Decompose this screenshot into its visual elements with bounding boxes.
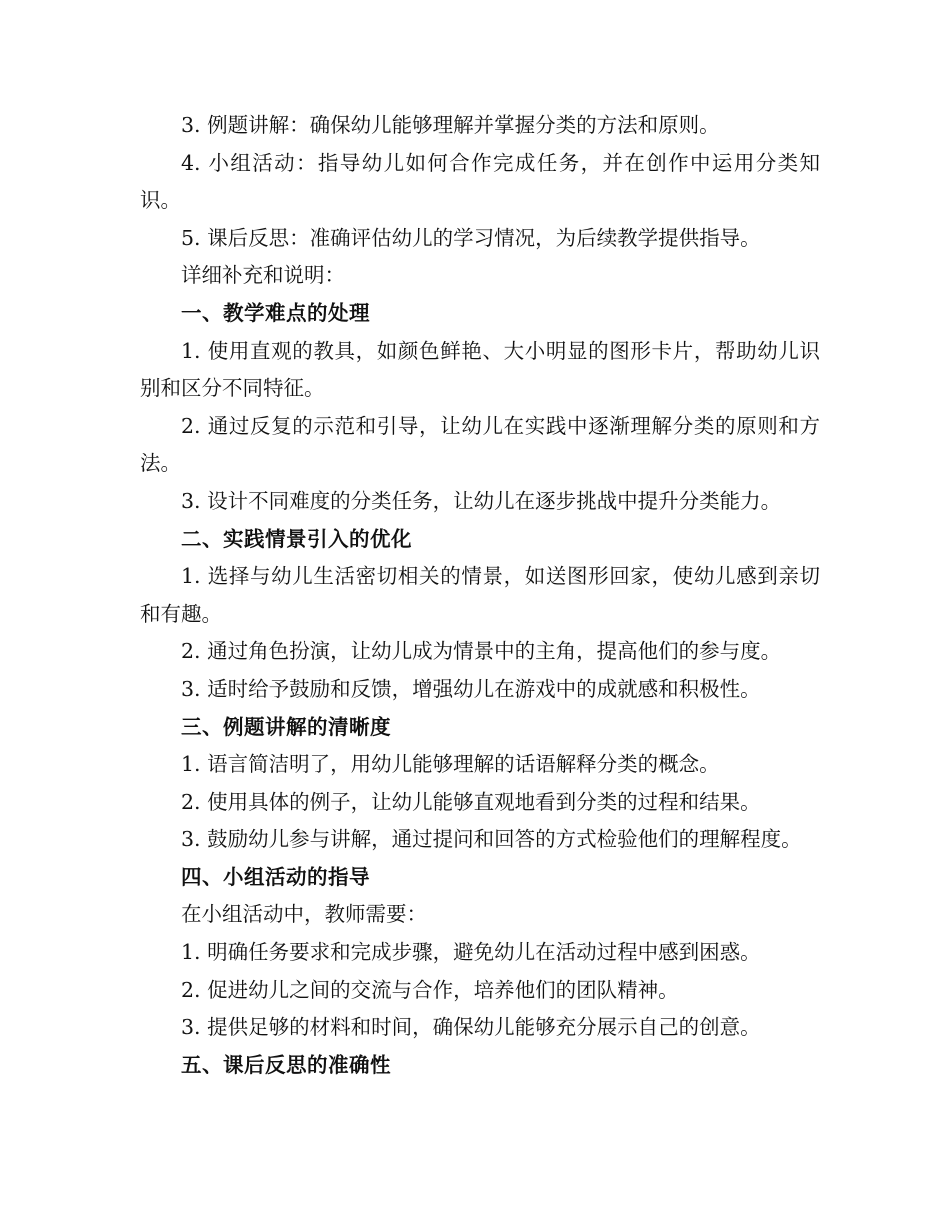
document-body <box>140 107 820 1084</box>
list-item: 3. 提供足够的材料和时间，确保幼儿能够充分展示自己的创意。 <box>181 1015 761 1040</box>
list-item: 3. 鼓励幼儿参与讲解，通过提问和回答的方式检验他们的理解程度。 <box>181 827 802 852</box>
section-intro: 在小组活动中，教师需要： <box>181 902 427 927</box>
list-item: 3. 适时给予鼓励和反馈，增强幼儿在游戏中的成就感和积极性。 <box>181 676 761 701</box>
list-item: 5. 课后反思：准确评估幼儿的学习情况，为后续教学提供指导。 <box>181 225 761 250</box>
section-heading: 二、实践情景引入的优化 <box>181 526 412 551</box>
list-item: 2. 促进幼儿之间的交流与合作，培养他们的团队精神。 <box>181 977 679 1002</box>
list-item: 2. 通过角色扮演，让幼儿成为情景中的主角，提高他们的参与度。 <box>181 639 782 664</box>
list-item: 1. 选择与幼儿生活密切相关的情景，如送图形回家，使幼儿感到亲切和有趣。 <box>140 564 820 626</box>
section-intro: 详细补充和说明： <box>181 263 345 288</box>
list-item: 2. 通过反复的示范和引导，让幼儿在实践中逐渐理解分类的原则和方法。 <box>140 413 820 476</box>
list-item: 1. 使用直观的教具，如颜色鲜艳、大小明显的图形卡片，帮助幼儿识别和区分不同特征。 <box>140 338 820 401</box>
section-heading: 三、例题讲解的清晰度 <box>181 714 391 739</box>
section-heading: 一、教学难点的处理 <box>181 300 370 325</box>
list-item: 1. 语言简洁明了，用幼儿能够理解的话语解释分类的概念。 <box>181 752 720 777</box>
list-item: 4. 小组活动：指导幼儿如何合作完成任务，并在创作中运用分类知识。 <box>140 150 820 213</box>
list-item: 1. 明确任务要求和完成步骤，避免幼儿在活动过程中感到困惑。 <box>181 940 761 965</box>
list-item: 3. 例题讲解：确保幼儿能够理解并掌握分类的方法和原则。 <box>181 113 720 137</box>
section-heading: 五、课后反思的准确性 <box>181 1052 391 1077</box>
section-heading: 四、小组活动的指导 <box>181 864 370 889</box>
list-item: 2. 使用具体的例子，让幼儿能够直观地看到分类的过程和结果。 <box>181 789 761 814</box>
list-item: 3. 设计不同难度的分类任务，让幼儿在逐步挑战中提升分类能力。 <box>181 488 782 513</box>
